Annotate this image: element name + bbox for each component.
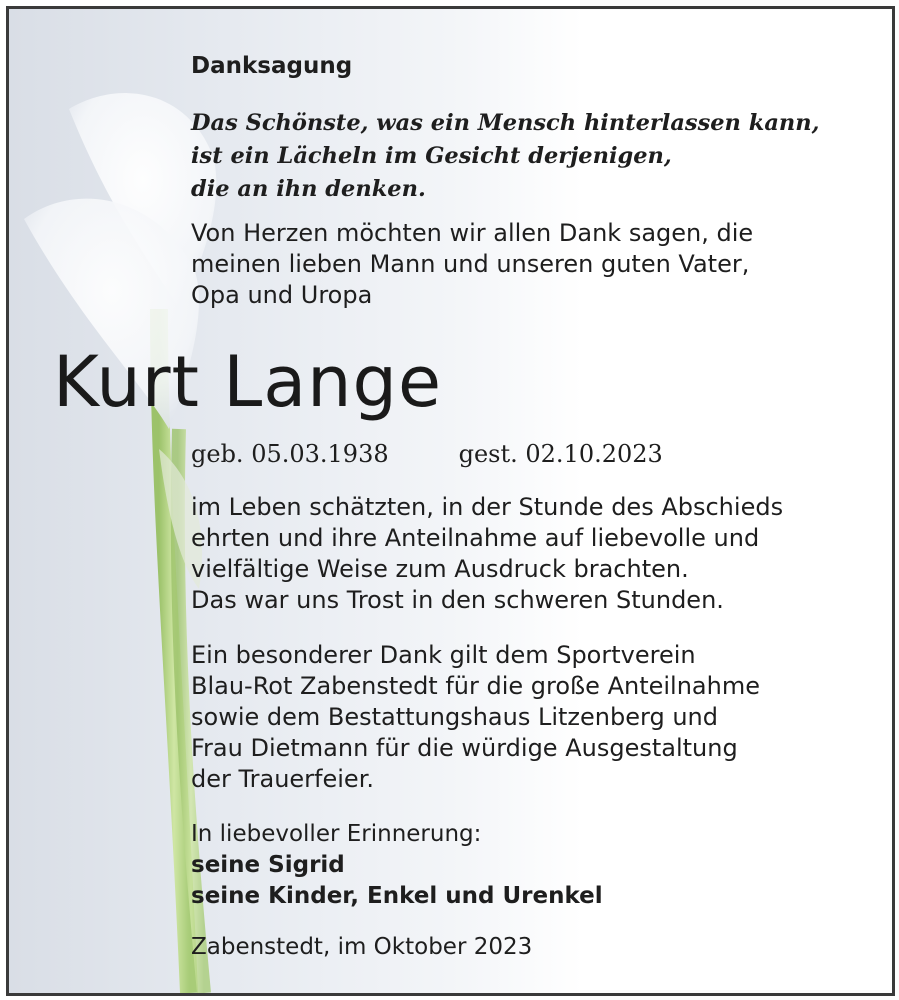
- signature-intro: In liebevoller Erinnerung:: [191, 821, 482, 847]
- quote: [191, 107, 819, 206]
- intro-line: meinen lieben Mann und unseren guten Vater,: [191, 250, 750, 278]
- thanks-line: Ein besonderer Dank gilt dem Sportverein: [191, 641, 696, 669]
- intro-paragraph: [191, 218, 753, 311]
- body-line: im Leben schätzten, in der Stunde des Abschieds: [191, 493, 784, 521]
- body-line: vielfältige Weise zum Ausdruck brachten.: [191, 555, 689, 583]
- quote-line: Das Schönste, was ein Mensch hinterlassen kann,: [191, 110, 820, 136]
- intro-line: Opa und Uropa: [191, 281, 373, 309]
- body-paragraph: [191, 492, 783, 616]
- life-dates: [191, 440, 663, 468]
- body-line: ehrten und ihre Anteilnahme auf liebevolle und: [191, 524, 760, 552]
- signature-family: seine Kinder, Enkel und Urenkel: [191, 883, 603, 909]
- signature-block: [191, 819, 603, 912]
- quote-line: ist ein Lächeln im Gesicht derjenigen,: [191, 143, 672, 169]
- thanks-line: sowie dem Bestattungshaus Litzenberg und: [191, 703, 718, 731]
- thanks-line: Frau Dietmann für die würdige Ausgestaltung: [191, 734, 738, 762]
- death-date: gest. 02.10.2023: [458, 440, 663, 468]
- heading: Danksagung: [191, 53, 353, 79]
- thanks-line: der Trauerfeier.: [191, 765, 374, 793]
- intro-line: Von Herzen möchten wir allen Dank sagen, die: [191, 219, 754, 247]
- thanks-paragraph: [191, 640, 760, 795]
- quote-line: die an ihn denken.: [191, 176, 426, 202]
- thanks-line: Blau-Rot Zabenstedt für die große Anteilnahme: [191, 672, 760, 700]
- body-line: Das war uns Trost in den schweren Stunden.: [191, 586, 724, 614]
- place-date: Zabenstedt, im Oktober 2023: [191, 934, 533, 960]
- obituary-card: [6, 6, 895, 996]
- signature-spouse: seine Sigrid: [191, 852, 345, 878]
- deceased-name: Kurt Lange: [53, 341, 443, 423]
- birth-date: geb. 05.03.1938: [191, 440, 389, 468]
